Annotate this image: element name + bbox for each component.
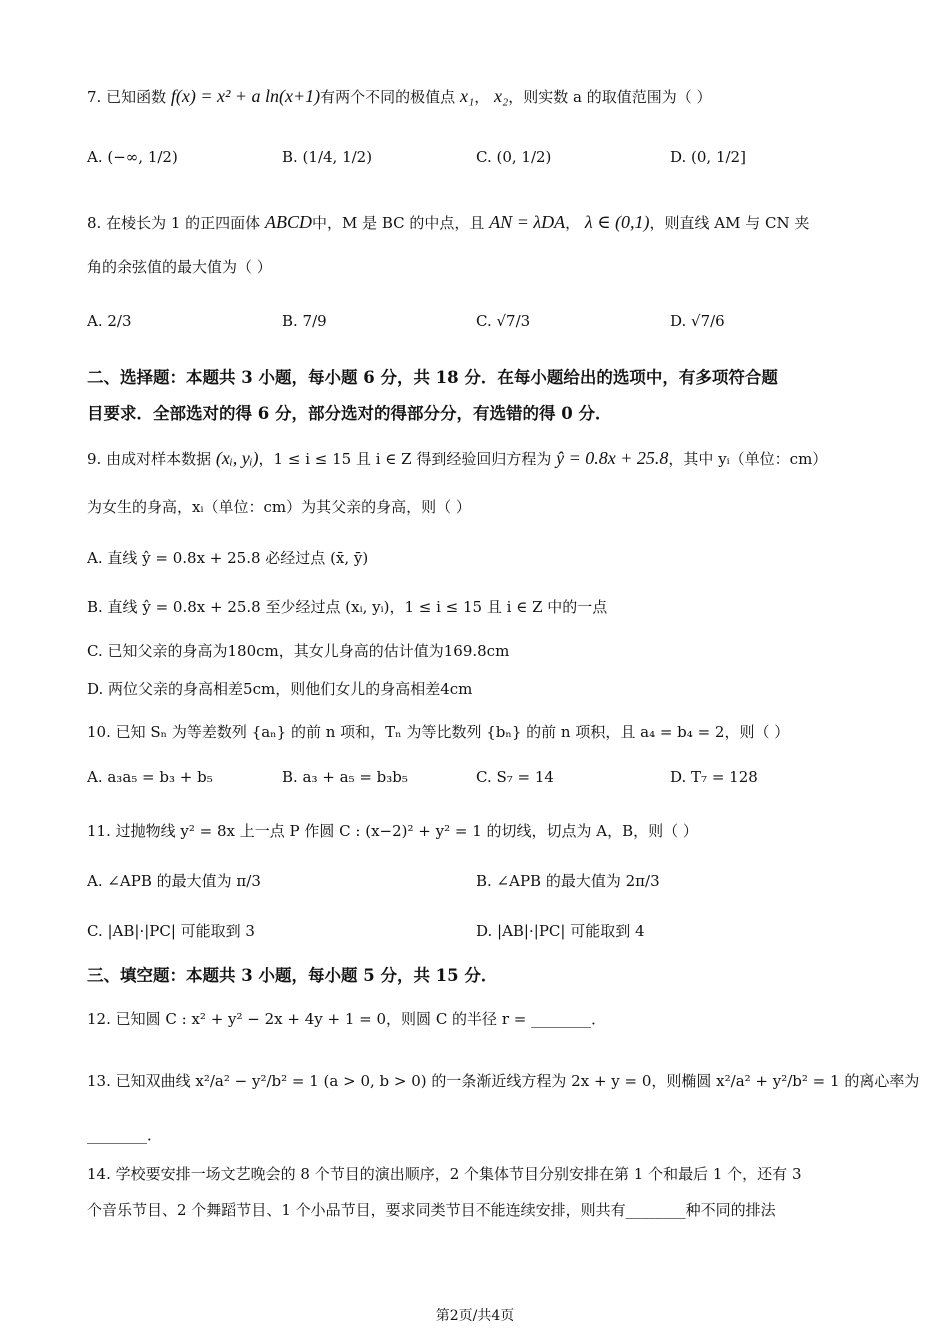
q9-option-a: A. 直线 ŷ = 0.8x + 25.8 必经过点 (x̄, ȳ) bbox=[87, 549, 369, 567]
q9-line1-b: ，1 ≤ i ≤ 15 且 i ∈ Z 得到经验回归方程为 bbox=[258, 450, 552, 468]
q9-option-b: B. 直线 ŷ = 0.8x + 25.8 至少经过点 (xᵢ, yᵢ)，1 ≤ i ≤ 15 且 i ∈ Z 中的一点 bbox=[87, 598, 608, 616]
q9-pair: (xᵢ, yᵢ) bbox=[215, 448, 259, 468]
q11-option-c: C. |AB|·|PC| 可能取到 3 bbox=[87, 922, 255, 940]
q8-line2: 角的余弦值的最大值为（ ） bbox=[87, 258, 272, 276]
q11-option-d: D. |AB|·|PC| 可能取到 4 bbox=[476, 922, 645, 940]
q9-option-d: D. 两位父亲的身高相差5cm，则他们女儿的身高相差4cm bbox=[87, 680, 473, 698]
q8-line1-c: ，则直线 AM 与 CN 夹 bbox=[649, 214, 810, 232]
q10-option-a: A. a₃a₅ = b₃ + b₅ bbox=[87, 768, 213, 786]
q8-lambda: λ ∈ (0,1) bbox=[584, 212, 650, 232]
q8-vector: AN = λDA bbox=[489, 212, 566, 232]
q11-stem: 11. 过抛物线 y² = 8x 上一点 P 作圆 C : (x−2)² + y² = 1 的切线，切点为 A，B，则（ ） bbox=[87, 822, 698, 840]
q9-line1-a: 9. 由成对样本数据 bbox=[87, 450, 212, 468]
q8-line1-a: 8. 在棱长为 1 的正四面体 bbox=[87, 214, 261, 232]
q8-option-a: A. 2/3 bbox=[87, 312, 132, 330]
section3-heading: 三、填空题：本题共 3 小题，每小题 5 分，共 15 分． bbox=[87, 966, 498, 985]
q11-option-a: A. ∠APB 的最大值为 π/3 bbox=[87, 872, 261, 890]
q8-line1: 8. 在棱长为 1 的正四面体 ABCD中，M 是 BC 的中点，且 AN = λDA， λ ∈ (0,1)，则直线 AM 与 CN 夹 bbox=[87, 212, 810, 232]
q8-option-b: B. 7/9 bbox=[282, 312, 327, 330]
q9-line1-c: ，其中 yᵢ（单位：cm） bbox=[668, 450, 828, 468]
q7-formula: f(x) = x² + a ln(x+1) bbox=[170, 86, 321, 106]
q10-stem: 10. 已知 Sₙ 为等差数列 {aₙ} 的前 n 项和，Tₙ 为等比数列 {bₙ} 的前 n 项积，且 a₄ = b₄ = 2，则（ ） bbox=[87, 723, 790, 741]
page-number: 第2页/共4页 bbox=[435, 1308, 515, 1324]
q7-stem-b: 有两个不同的极值点 bbox=[320, 88, 456, 106]
q9-line1 bbox=[87, 448, 827, 470]
q9-equation: ŷ = 0.8x + 25.8 bbox=[556, 448, 669, 468]
q8-option-d: D. √7/6 bbox=[670, 312, 725, 330]
q8-option-c: C. √7/3 bbox=[476, 312, 531, 330]
q12-stem: 12. 已知圆 C : x² + y² − 2x + 4y + 1 = 0，则圆 C 的半径 r = ________． bbox=[87, 1010, 607, 1028]
q14-line2: 个音乐节目、2 个舞蹈节目、1 个小品节目，要求同类节目不能连续安排，则共有________种不同的排法 bbox=[87, 1201, 776, 1219]
q8-abcd: ABCD bbox=[264, 212, 312, 232]
q9-option-c: C. 已知父亲的身高为180cm，其女儿身高的估计值为169.8cm bbox=[87, 642, 510, 660]
q11-option-b: B. ∠APB 的最大值为 2π/3 bbox=[476, 872, 660, 890]
q7-option-c: C. (0, 1/2) bbox=[476, 148, 552, 166]
q10-option-c: C. S₇ = 14 bbox=[476, 768, 554, 786]
q8-line1-b: 中，M 是 BC 的中点，且 bbox=[311, 214, 485, 232]
q13-line1: 13. 已知双曲线 x²/a² − y²/b² = 1 (a > 0, b > 0) 的一条渐近线方程为 2x + y = 0，则椭圆 x²/a² + y²/b² = 1 的离心率为 bbox=[87, 1072, 920, 1090]
q7-x1: x₁ bbox=[459, 86, 475, 106]
q7-option-b: B. (1/4, 1/2) bbox=[282, 148, 373, 166]
q10-option-d: D. T₇ = 128 bbox=[670, 768, 758, 786]
section2-heading-line2: 目要求．全部选对的得 6 分，部分选对的得部分分，有选错的得 0 分． bbox=[87, 404, 612, 423]
q10-option-b: B. a₃ + a₅ = b₃b₅ bbox=[282, 768, 408, 786]
q7-option-d: D. (0, 1/2] bbox=[670, 148, 746, 166]
q7-stem-a: 7. 已知函数 bbox=[87, 88, 167, 106]
q7-stem: 7. 已知函数 f(x) = x² + a ln(x+1)有两个不同的极值点 x₁， x₂，则实数 a 的取值范围为（ ） bbox=[87, 86, 712, 106]
q9-line2: 为女生的身高，xᵢ（单位：cm）为其父亲的身高，则（ ） bbox=[87, 498, 471, 516]
q14-line1: 14. 学校要安排一场文艺晚会的 8 个节目的演出顺序，2 个集体节目分别安排在第 1 个和最后 1 个，还有 3 bbox=[87, 1165, 802, 1183]
section2-heading-line1: 二、选择题：本题共 3 小题，每小题 6 分，共 18 分．在每小题给出的选项中，有多项符合题 bbox=[87, 368, 778, 387]
q7-stem-c: ，则实数 a 的取值范围为（ ） bbox=[508, 88, 712, 106]
q7-option-a: A. (−∞, 1/2) bbox=[87, 148, 178, 166]
q7-x2: x₂ bbox=[494, 86, 509, 106]
q13-line2: ________． bbox=[87, 1126, 163, 1144]
